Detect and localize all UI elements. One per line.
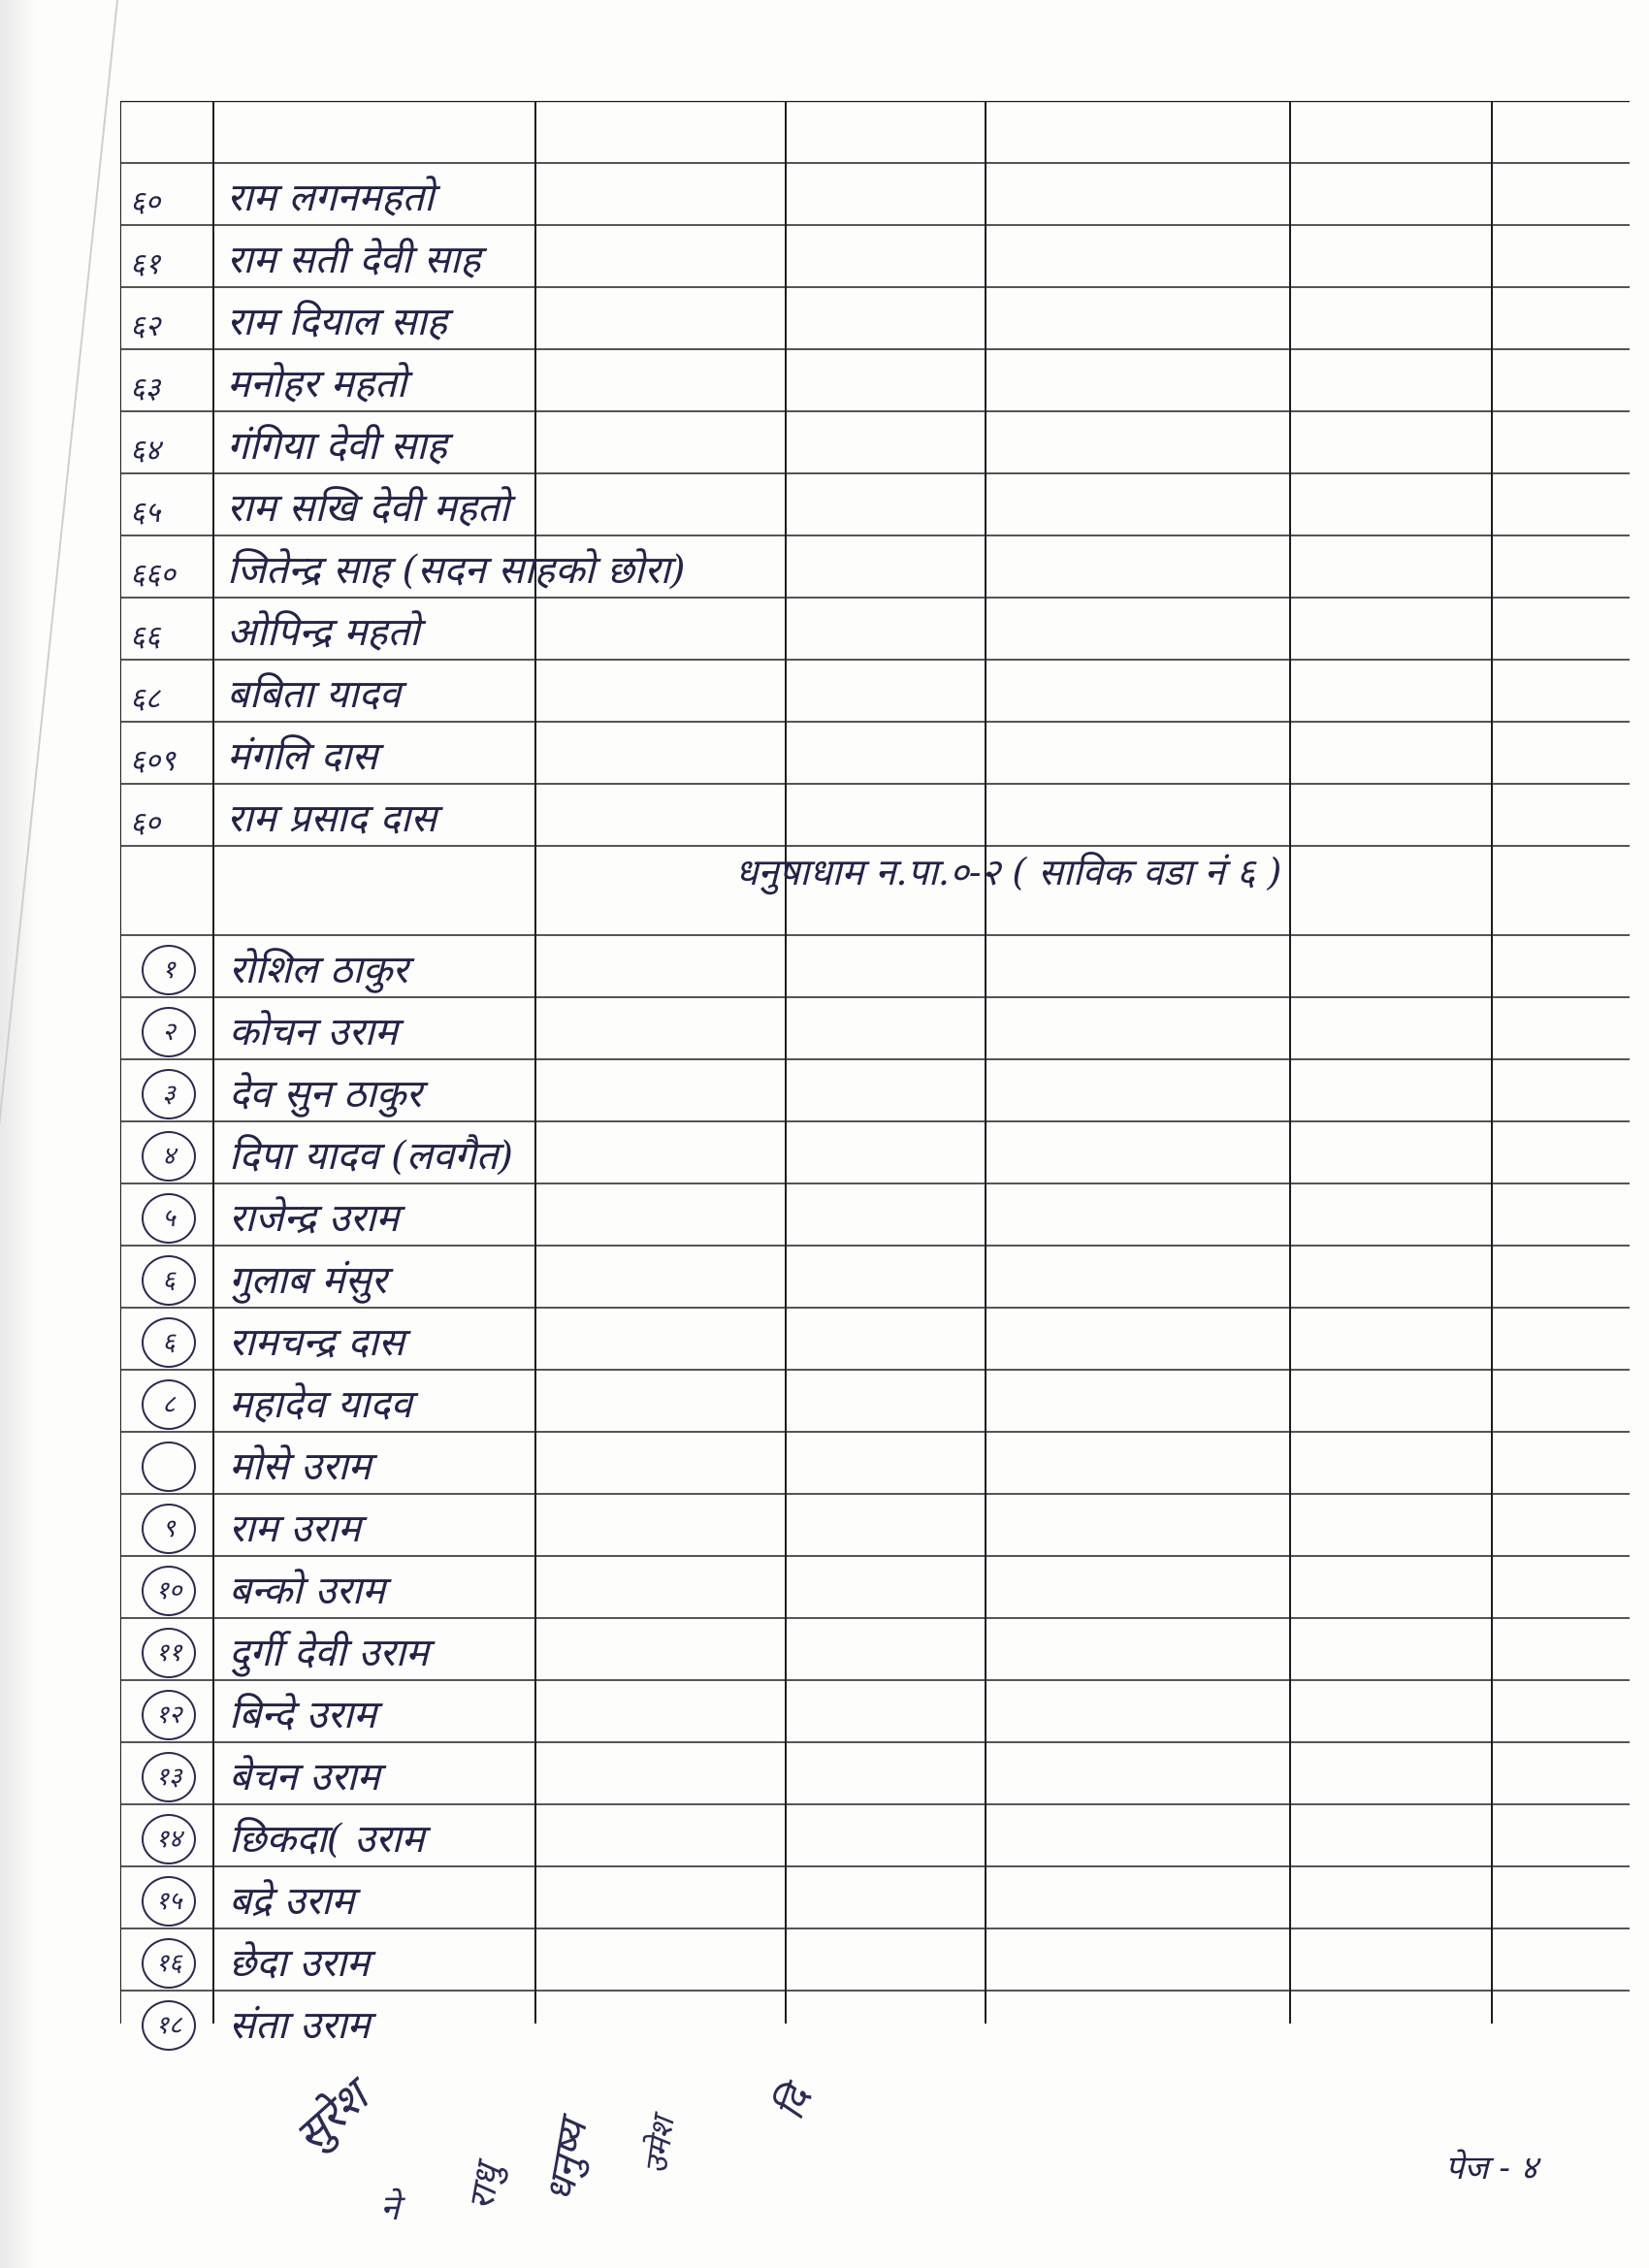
- serial-circle: [142, 1442, 196, 1492]
- row-serial: ६४: [130, 434, 161, 468]
- row-serial: ११: [155, 1638, 182, 1668]
- row-serial: ६०: [130, 185, 161, 219]
- row-serial: २: [162, 1018, 176, 1047]
- ledger-table: [120, 101, 1630, 2048]
- signature-5: उमेश: [636, 2114, 682, 2177]
- row-name: मंगलि दास: [227, 734, 378, 779]
- row-name: दिपा यादव (लवगैत): [229, 1134, 514, 1179]
- signature-1: सुरेश: [284, 2070, 378, 2162]
- row-name: गुलाब मंसुर: [229, 1258, 387, 1303]
- row-serial: ३: [162, 1080, 176, 1109]
- row-serial: ४: [162, 1142, 176, 1171]
- row-name: कोचन उराम: [229, 1010, 398, 1054]
- row-name: बन्को उराम: [229, 1569, 386, 1613]
- row-name: बेचन उराम: [229, 1755, 380, 1799]
- row-name: छेदा उराम: [229, 1941, 370, 1986]
- row-serial: ६६: [130, 620, 161, 654]
- row-name: ओपिन्द्र महतो: [227, 610, 420, 655]
- row-serial: ५: [162, 1204, 176, 1233]
- row-name: रोशिल ठाकुर: [229, 948, 408, 992]
- row-serial: ६६०: [130, 558, 176, 592]
- row-serial: ६५: [130, 496, 161, 530]
- page-number: पेज - ४: [1445, 2149, 1538, 2187]
- row-serial: १८: [155, 2011, 182, 2040]
- signature-3: राधु: [461, 2161, 509, 2214]
- ward-heading: धनुषाधाम न.पा.०-२ ( साविक वडा नं ६ ): [735, 851, 1282, 893]
- row-name: राजेन्द्र उराम: [229, 1196, 400, 1241]
- row-serial: ८: [162, 1390, 176, 1419]
- row-name: देव सुन ठाकुर: [229, 1072, 422, 1117]
- row-serial: ६०९: [130, 744, 176, 778]
- row-serial: १६: [155, 1949, 182, 1978]
- row-serial: १५: [155, 1887, 182, 1916]
- row-name: राम सती देवी साह: [227, 238, 481, 282]
- row-serial: ६३: [130, 372, 161, 405]
- row-serial: ६: [162, 1328, 176, 1357]
- signature-4: धनुष्य: [537, 2117, 597, 2206]
- row-name: राम लगनमहतो: [227, 176, 435, 220]
- row-name: महादेव यादव: [229, 1382, 412, 1427]
- row-name: बिन्दे उराम: [229, 1693, 377, 1737]
- scan-edge: [0, 0, 39, 2268]
- row-name: बद्रे उराम: [229, 1879, 355, 1924]
- row-name: संता उराम: [229, 2003, 371, 2048]
- row-name: राम दियाल साह: [227, 300, 447, 344]
- row-serial: १०: [155, 1576, 182, 1605]
- row-name: राम सखि देवी महतो: [227, 486, 510, 531]
- row-name: राम प्रसाद दास: [227, 796, 437, 841]
- row-name: बबिता यादव: [227, 672, 401, 717]
- row-name: छिकदा( उराम: [229, 1817, 425, 1862]
- row-serial: ६८: [130, 682, 161, 716]
- row-name: जितेन्द्र साह (सदन साहको छोरा): [227, 548, 686, 593]
- row-name: मोसे उराम: [229, 1444, 372, 1489]
- row-name: रामचन्द्र दास: [229, 1320, 404, 1365]
- row-name: दुर्गी देवी उराम: [229, 1631, 429, 1675]
- row-serial: १३: [155, 1763, 182, 1792]
- row-serial: ९: [162, 1514, 176, 1543]
- row-serial: १४: [155, 1825, 182, 1854]
- row-name: मनोहर महतो: [227, 362, 407, 406]
- row-name: राम उराम: [229, 1507, 361, 1551]
- row-serial: ६०: [130, 806, 161, 840]
- row-serial: ६: [162, 1266, 176, 1295]
- signature-6: दि: [767, 2081, 821, 2126]
- signature-2: ने: [380, 2188, 400, 2228]
- row-serial: ६१: [130, 247, 161, 281]
- row-serial: १२: [155, 1701, 182, 1730]
- row-name: गंगिया देवी साह: [227, 424, 447, 469]
- row-serial: १: [162, 956, 176, 985]
- row-serial: ६२: [130, 309, 161, 343]
